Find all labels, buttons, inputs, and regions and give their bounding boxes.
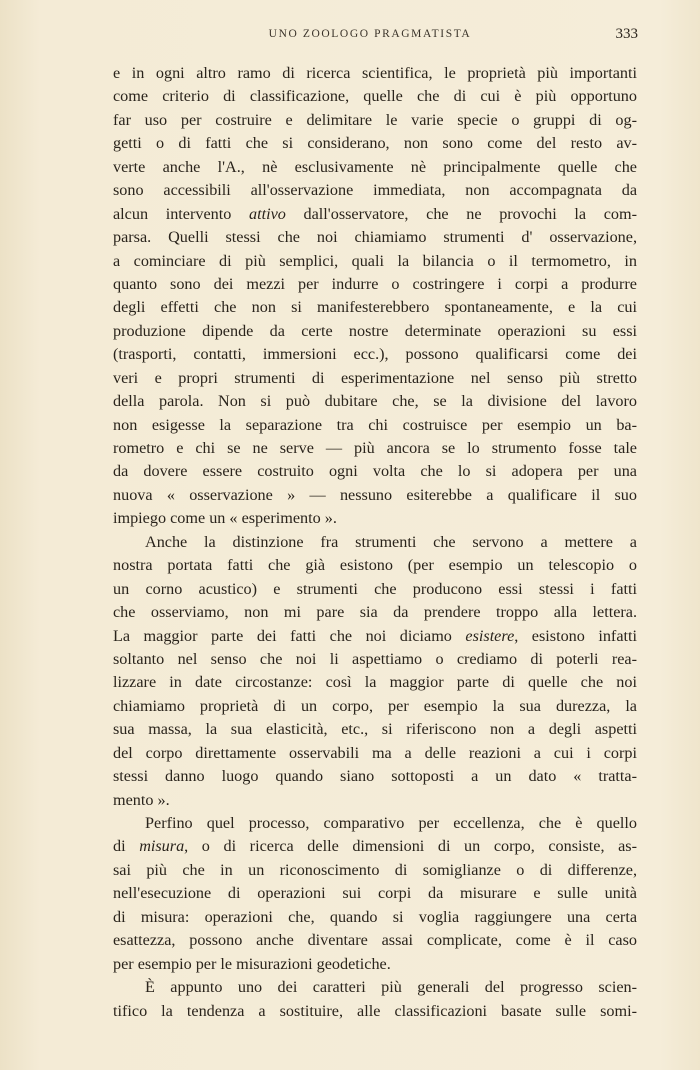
paragraph bbox=[113, 812, 637, 976]
text-line: (trasporti, contatti, immersioni ecc.), possono qualificarsi come dei bbox=[113, 345, 637, 364]
text-line: verte anche l'A., nè esclusivamente nè principalmente quelle che bbox=[113, 157, 637, 176]
paragraph bbox=[113, 62, 637, 531]
text-line: Perfino quel processo, comparativo per eccellenza, che è quello bbox=[145, 814, 637, 832]
text-line: a cominciare di più semplici, quali la bilancia o il termometro, in bbox=[113, 251, 637, 270]
italic-word: esistere bbox=[465, 626, 515, 645]
text-line: produzione dipende da certe nostre determinate operazioni su essi bbox=[113, 321, 637, 340]
text-line: un corno acustico) e strumenti che producono essi stessi i fatti bbox=[113, 579, 637, 598]
text-line: come criterio di classificazione, quelle che di cui è più opportuno bbox=[113, 87, 637, 106]
text-line: nuova « osservazione » — nessuno esiterebbe a qualificare il suo bbox=[113, 485, 637, 504]
text-line: sua massa, la sua elasticità, etc., si riferiscono non a degli aspetti bbox=[113, 720, 637, 739]
text-line: quanto sono dei mezzi per indurre o costringere i corpi a produrre bbox=[113, 274, 637, 293]
text-line: di misura: operazioni che, quando si voglia raggiungere una certa bbox=[113, 907, 637, 926]
page-number: 333 bbox=[615, 26, 638, 42]
text-line: alcun intervento attivo dall'osservatore, che ne provochi la com- bbox=[113, 204, 637, 223]
text-line: esattezza, possono anche diventare assai complicate, come è il caso bbox=[113, 931, 637, 950]
italic-word: attivo bbox=[249, 204, 286, 223]
text-line: da dovere essere costruito ogni volta che lo si adopera per una bbox=[113, 462, 637, 481]
text-line: mento ». bbox=[113, 790, 170, 809]
text-line: Anche la distinzione fra strumenti che servono a mettere a bbox=[145, 532, 637, 551]
text-line: chiamiamo proprietà di un corpo, per esempio la sua durezza, la bbox=[113, 696, 637, 715]
text-line: getti o di fatti che si considerano, non sono come del resto av- bbox=[113, 134, 637, 153]
text-line: nostra portata fatti che già esistono (per esempio un telescopio o bbox=[113, 556, 637, 575]
text-line: di misura, o di ricerca delle dimensioni di un corpo, consiste, as- bbox=[113, 837, 638, 856]
text-line: veri e propri strumenti di esperimentazione nel senso più stretto bbox=[113, 368, 637, 387]
text-line: soltanto nel senso che noi li aspettiamo o crediamo di poterli rea- bbox=[113, 649, 637, 668]
text-line: rometro e chi se ne serve — più ancora se lo strumento fosse tale bbox=[113, 439, 637, 457]
italic-word: misura bbox=[139, 837, 185, 856]
text-line: parsa. Quelli stessi che noi chiamiamo strumenti d' osservazione, bbox=[113, 228, 637, 247]
text-line: della parola. Non si può dubitare che, se la divisione del lavoro bbox=[113, 392, 637, 411]
text-line: È appunto uno dei caratteri più generali del progresso scien- bbox=[145, 978, 637, 997]
text-line: per esempio per le misurazioni geodetiche. bbox=[113, 954, 391, 973]
text-line: tifico la tendenza a sostituire, alle classificazioni basate sulle somi- bbox=[113, 1001, 637, 1020]
text-line: che osserviamo, non mi pare sia da prendere troppo alla lettera. bbox=[113, 603, 637, 622]
running-head bbox=[0, 28, 700, 48]
text-line: non esigesse la separazione tra chi costruisce per esempio un ba- bbox=[113, 415, 637, 434]
paragraph bbox=[113, 976, 637, 1023]
text-line: lizzare in date circostanze: così la maggior parte di quelle che noi bbox=[113, 673, 637, 692]
text-line: degli effetti che non si manifesterebbero spontaneamente, e la cui bbox=[113, 298, 637, 317]
text-line: stessi danno luogo quando siano sottoposti a un dato « tratta- bbox=[113, 767, 637, 786]
text-line: sono accessibili all'osservazione immediata, non accompagnata da bbox=[113, 181, 637, 200]
text-line: sai più che in un riconoscimento di somiglianze o di differenze, bbox=[113, 860, 637, 879]
text-line: del corpo direttamente osservabili ma a delle reazioni a cui i corpi bbox=[113, 743, 637, 762]
body-text bbox=[113, 62, 637, 1023]
running-title: UNO ZOOLOGO PRAGMATISTA bbox=[268, 28, 472, 40]
text-line: nell'esecuzione di operazioni sui corpi da misurare e sulle unità bbox=[113, 884, 637, 903]
text-line: impiego come un « esperimento ». bbox=[113, 509, 337, 528]
paragraph bbox=[113, 531, 637, 812]
text-line: far uso per costruire e delimitare le varie specie o gruppi di og- bbox=[113, 110, 637, 129]
text-line: La maggior parte dei fatti che noi diciamo esistere, esistono infatti bbox=[113, 626, 638, 645]
text-line: e in ogni altro ramo di ricerca scientifica, le proprietà più importanti bbox=[113, 64, 637, 82]
